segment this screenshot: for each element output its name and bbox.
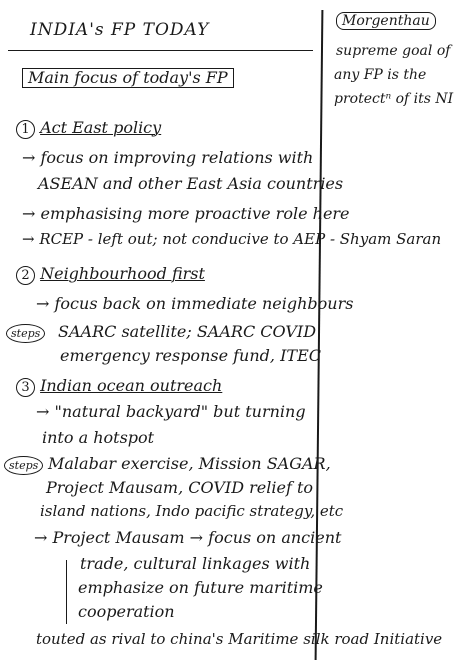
section-3-line-10: touted as rival to china's Maritime silk road Initiative xyxy=(36,630,443,648)
section-3-line-9: cooperation xyxy=(78,602,175,621)
sidebar-quote-line-2: any FP is the xyxy=(334,67,427,83)
section-3-line-7: trade, cultural linkages with xyxy=(80,554,311,573)
section-1-line-2: ASEAN and other East Asia countries xyxy=(38,174,344,193)
section-3-line-8: emphasize on future maritime xyxy=(78,578,323,597)
section-2-title: Neighbourhood first xyxy=(40,264,205,283)
section-3-line-3: Malabar exercise, Mission SAGAR, xyxy=(48,454,331,473)
section-3-line-1: → "natural backyard" but turning xyxy=(36,402,306,421)
section-1-line-1: → focus on improving relations with xyxy=(22,148,314,167)
section-3-line-2: into a hotspot xyxy=(42,428,155,447)
section-2-number: 2 xyxy=(16,266,35,285)
main-focus-heading: Main focus of today's FP xyxy=(22,68,234,88)
sidebar-name: Morgenthau xyxy=(336,12,436,30)
section-2-line-1: → focus back on immediate neighbours xyxy=(36,294,354,313)
page-title: INDIA's FP TODAY xyxy=(30,20,210,40)
section-3-steps-label: steps xyxy=(4,456,43,475)
sidebar-quote-line-1: supreme goal of xyxy=(336,43,451,59)
section-1-heading xyxy=(16,120,161,139)
sidebar-quote-line-3: protectⁿ of its NI xyxy=(334,91,454,107)
section-2-heading xyxy=(16,266,205,285)
section-1-title: Act East policy xyxy=(40,118,162,137)
section-3-line-4: Project Mausam, COVID relief to xyxy=(46,478,314,497)
bracket-line xyxy=(66,560,67,624)
top-rule xyxy=(8,50,313,51)
section-2-steps-label: steps xyxy=(6,324,45,343)
section-2-line-2: SAARC satellite; SAARC COVID xyxy=(58,322,317,341)
section-3-line-5: island nations, Indo pacific strategy, etc xyxy=(40,502,344,520)
section-3-line-6: → Project Mausam → focus on ancient xyxy=(34,528,342,547)
section-1-line-4: → RCEP - left out; not conducive to AEP - Shyam Saran xyxy=(22,230,442,248)
section-3-number: 3 xyxy=(16,378,35,397)
section-1-line-3: → emphasising more proactive role here xyxy=(22,204,350,223)
section-3-title: Indian ocean outreach xyxy=(40,376,223,395)
section-3-heading xyxy=(16,378,222,397)
section-1-number: 1 xyxy=(16,120,35,139)
section-2-line-3: emergency response fund, ITEC xyxy=(60,346,321,365)
